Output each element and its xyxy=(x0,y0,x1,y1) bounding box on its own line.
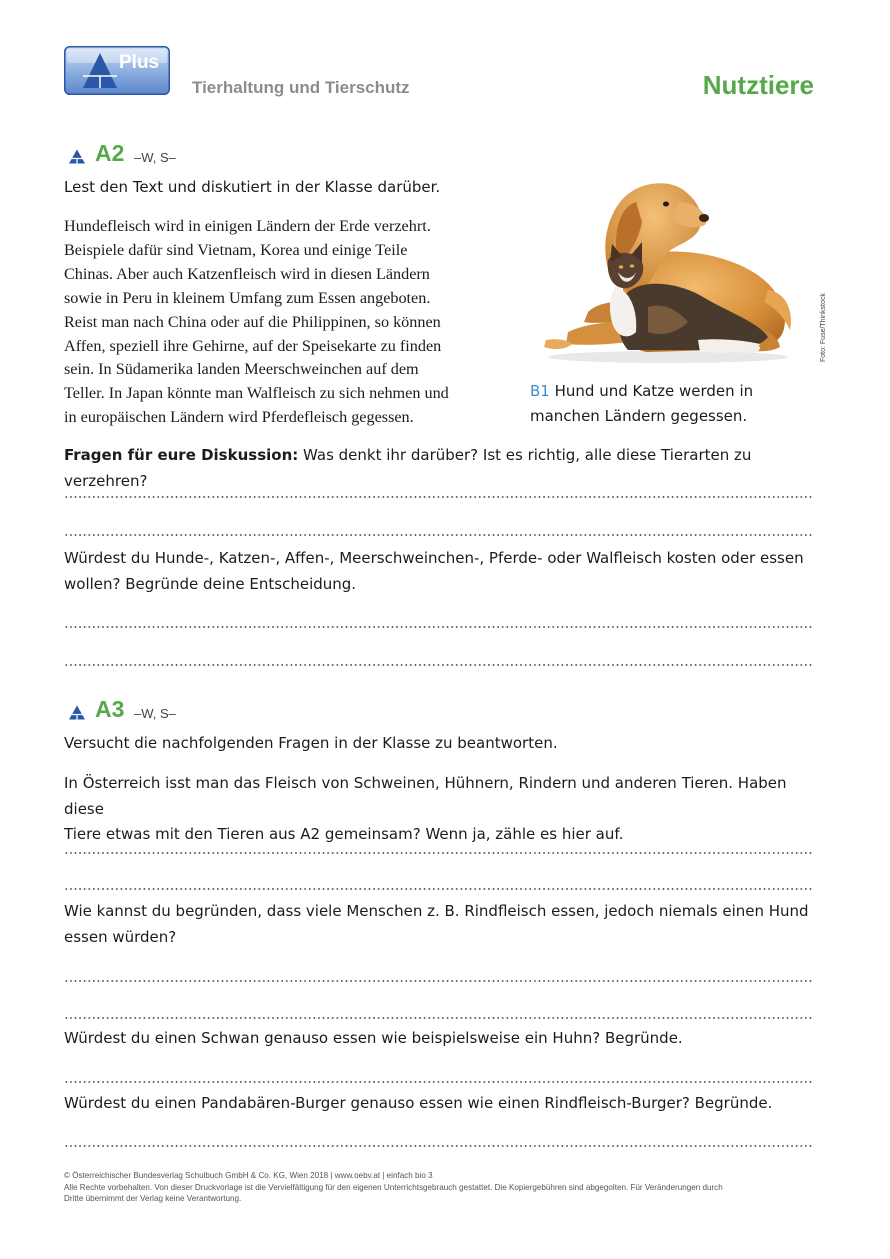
text-line: in europäischen Ländern wird Pferdefleisch gegessen. xyxy=(64,408,414,427)
text-line: sowie in Peru in kleinem Umfang zum Essen angeboten. xyxy=(64,288,431,307)
copyright-footer xyxy=(64,1170,824,1205)
photo-credit: Foto: Fuse/Thinkstock xyxy=(820,293,827,362)
task-number: A2 xyxy=(95,140,125,166)
a3-instruction: Versucht die nachfolgenden Fragen in der Klasse zu beantworten. xyxy=(64,734,558,752)
a3-question-4: Würdest du einen Pandabären-Burger genauso essen wie einen Rindfleisch-Burger? Begründe. xyxy=(64,1094,773,1112)
text-line: Beispiele dafür sind Vietnam, Korea und einige Teile xyxy=(64,240,408,259)
subject-title: Tierhaltung und Tierschutz xyxy=(192,78,410,97)
footer-line: Alle Rechte vorbehalten. Von dieser Druckvorlage ist die Vervielfältigung für den eigenen Unterrichtsgebrauch gestattet. Die Kopiergebühren sind abgegolten. Für Veränderungen durch xyxy=(64,1182,723,1192)
footer-line: Dritte übernimmt der Verlag keine Verantwortung. xyxy=(64,1194,242,1203)
a2-question-1 xyxy=(64,443,819,494)
figure-caption xyxy=(530,379,790,429)
answer-line[interactable] xyxy=(64,533,814,537)
text-line: Hundefleisch wird in einigen Ländern der Erde verzehrt. xyxy=(64,217,431,235)
task-tag: –W, S– xyxy=(134,150,176,165)
dog-and-cat-photo xyxy=(528,172,796,367)
question-text: essen würden? xyxy=(64,927,177,946)
text-line: Chinas. Aber auch Katzenfleisch wird in diesen Ländern xyxy=(64,264,430,283)
answer-line[interactable] xyxy=(64,1016,814,1020)
question-text: Tiere etwas mit den Tieren aus A2 gemeinsam? Wenn ja, zähle es hier auf. xyxy=(64,825,624,843)
triangle-icon xyxy=(68,149,86,164)
plus-logo xyxy=(64,46,170,95)
task-tag: –W, S– xyxy=(134,706,176,721)
text-line: Reist man nach China oder auf die Philippinen, so können xyxy=(64,312,441,331)
question-text: In Österreich isst man das Fleisch von Schweinen, Hühnern, Rindern und anderen Tieren. Haben diese xyxy=(64,774,787,818)
answer-line[interactable] xyxy=(64,887,814,891)
question-label: Fragen für eure Diskussion: xyxy=(64,446,299,464)
question-text: Würdest du Hunde-, Katzen-, Affen-, Meerschweinchen-, Pferde- oder Walfleisch kosten oder essen xyxy=(64,549,804,567)
text-line: Teller. In Japan könnte man Walfleisch zu sich nehmen und xyxy=(64,384,449,403)
triangle-icon xyxy=(68,705,86,720)
answer-line[interactable] xyxy=(64,851,814,855)
answer-line[interactable] xyxy=(64,979,814,983)
text-line: Affen, speziell ihre Gehirne, auf der Speisekarte zu finden xyxy=(64,336,442,355)
answer-line[interactable] xyxy=(64,663,814,667)
text-line: sein. In Südamerika landen Meerschweinchen auf dem xyxy=(64,360,419,379)
caption-text: Hund und Katze werden in xyxy=(549,382,754,400)
question-text: wollen? Begründe deine Entscheidung. xyxy=(64,574,357,593)
question-text: Wie kannst du begründen, dass viele Menschen z. B. Rindfleisch essen, jedoch niemals einen Hund xyxy=(64,902,809,920)
answer-line[interactable] xyxy=(64,625,814,629)
topic-title: Nutztiere xyxy=(702,70,814,100)
task-number: A3 xyxy=(95,696,125,722)
a2-text xyxy=(64,215,524,430)
question-text: Was denkt ihr darüber? Ist es richtig, alle diese Tierarten zu verzehren? xyxy=(64,446,752,490)
figure-label: B1 xyxy=(530,382,550,400)
dog-cat-illustration xyxy=(528,172,796,367)
logo-text: Plus xyxy=(119,52,160,73)
a3-question-1 xyxy=(64,771,819,848)
caption-text: manchen Ländern gegessen. xyxy=(530,407,748,425)
footer-line: © Österreichischer Bundesverlag Schulbuch GmbH & Co. KG, Wien 2018 | www.oebv.at | einfach bio 3 xyxy=(64,1171,433,1180)
a2-question-2 xyxy=(64,546,819,597)
a3-question-2 xyxy=(64,899,819,950)
answer-line[interactable] xyxy=(64,495,814,499)
a2-instruction: Lest den Text und diskutiert in der Klasse darüber. xyxy=(64,178,441,196)
answer-line[interactable] xyxy=(64,1080,814,1084)
answer-line[interactable] xyxy=(64,1144,814,1148)
a3-question-3: Würdest du einen Schwan genauso essen wie beispielsweise ein Huhn? Begründe. xyxy=(64,1029,683,1047)
